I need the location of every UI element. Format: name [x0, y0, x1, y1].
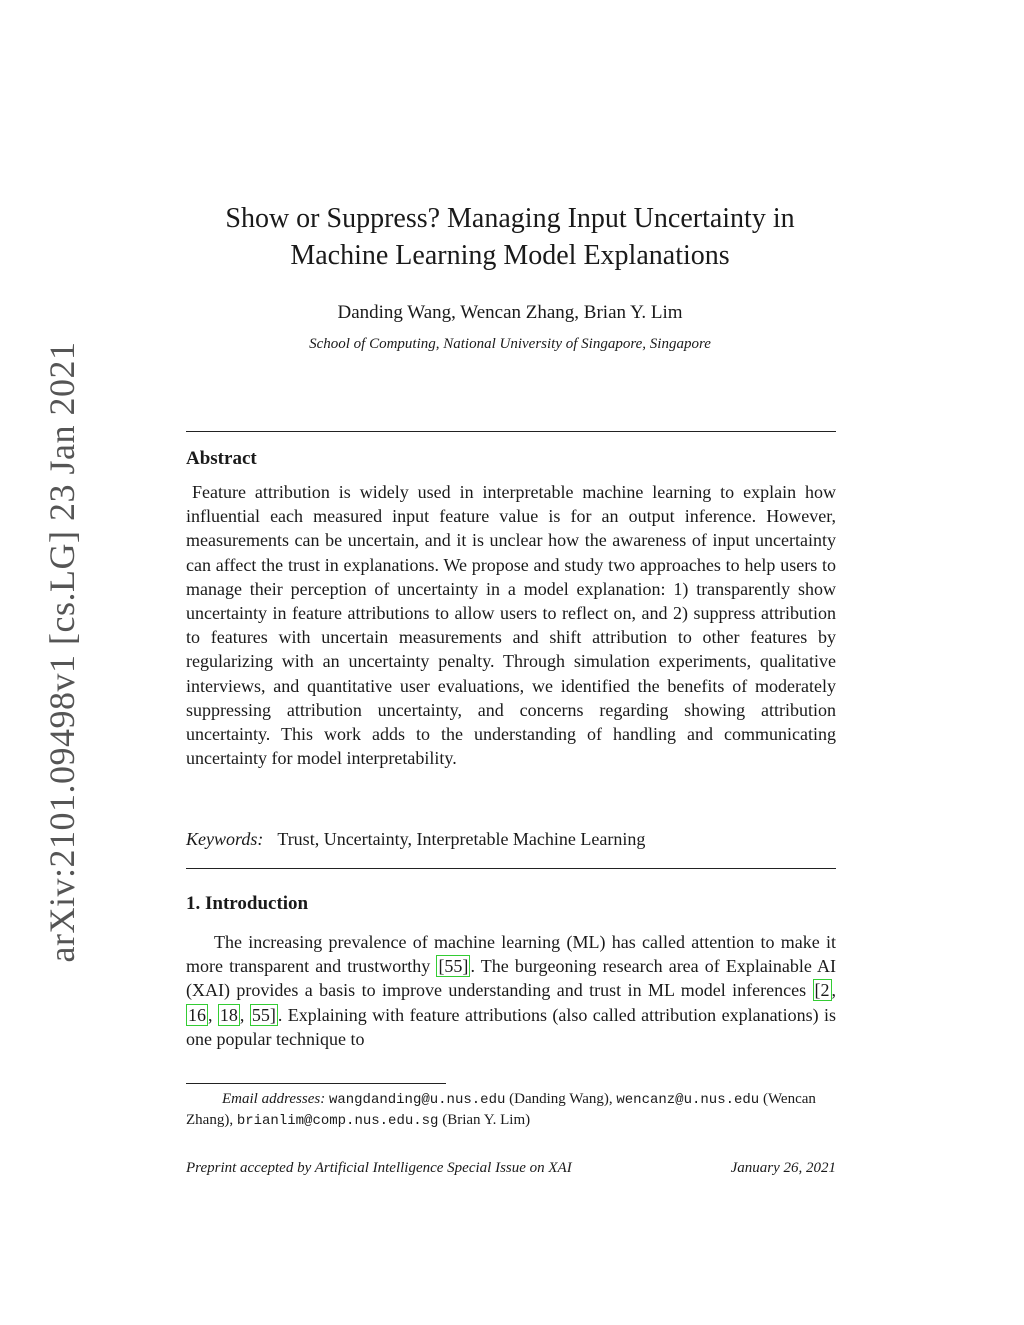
citation-link-55[interactable]: [55]: [438, 956, 469, 977]
paper-title: [140, 200, 880, 274]
citation-separator: ,: [208, 1004, 218, 1025]
citation-separator: ,: [239, 1004, 250, 1025]
page-footer: [186, 1160, 836, 1177]
email-owner-2: (Wencan Zhang),: [186, 1091, 816, 1128]
introduction-paragraph: [186, 930, 836, 1051]
introduction-heading: 1. Introduction: [186, 893, 309, 914]
abstract-top-rule: [186, 431, 836, 432]
keywords-line: [186, 829, 645, 850]
arxiv-identifier: arXiv:2101.09498v1 [cs.LG] 23 Jan 2021: [42, 341, 82, 963]
citation-link-2[interactable]: [2: [814, 980, 830, 1001]
citation-link-55b[interactable]: 55]: [251, 1004, 276, 1025]
citation-link-18[interactable]: 18: [219, 1004, 238, 1025]
abstract-text: Feature attribution is widely used in interpretable machine learning to explain how influential each measured input feature value is for an output inference. However, measurements can be uncertain, and it is unclear how the awareness of input uncertainty can affect the trust in explanations. We propose and study two approaches to help users to manage their perception of uncertainty in a model explanation: 1) transparently show uncertainty in feature attributions to allow users to reflect on, and 2) suppress attribution to features with uncertain measurements and shift attribution to other features by regularizing with an uncertainty penalty. Through simulation experiments, qualitative interviews, and quantitative user evaluations, we identified the benefits of moderately suppressing attribution uncertainty, and concerns regarding showing attribution uncertainty. This work adds to the understanding of handling and communicating uncertainty for model interpretability.: [186, 482, 836, 769]
title-line-1: Show or Suppress? Managing Input Uncertainty in: [225, 203, 795, 234]
intro-text-3: . Explaining with feature attributions (also called attribution explanations) is one popular technique to: [186, 1004, 836, 1049]
footnote-rule: [186, 1083, 446, 1084]
email-footnote: [186, 1089, 836, 1131]
email-link-1[interactable]: wangdanding@u.nus.edu: [328, 1092, 506, 1108]
footer-date: January 26, 2021: [730, 1160, 836, 1176]
author-list: Danding Wang, Wencan Zhang, Brian Y. Lim: [337, 302, 683, 323]
intro-text-2: . The burgeoning research area of Explainable AI (XAI) provides a basis to improve understanding and trust in ML model inferences: [186, 956, 836, 1001]
email-owner-1: (Danding Wang),: [509, 1091, 613, 1107]
intro-text-1: The increasing prevalence of machine learning (ML) has called attention to make it more transparent and trustworthy: [186, 932, 836, 977]
email-owner-3: (Brian Y. Lim): [442, 1112, 531, 1128]
citation-link-16[interactable]: 16: [188, 1004, 206, 1025]
title-line-2: Machine Learning Model Explanations: [290, 240, 730, 271]
keywords-label: Keywords:: [186, 829, 264, 849]
abstract-heading: Abstract: [186, 448, 257, 469]
abstract-bottom-rule: [186, 868, 836, 869]
email-link-3[interactable]: brianlim@comp.nus.edu.sg: [236, 1113, 439, 1129]
affiliation: School of Computing, National University of Singapore, Singapore: [309, 336, 711, 352]
citation-separator: ,: [831, 980, 836, 1001]
footer-preprint-note: Preprint accepted by Artificial Intelligence Special Issue on XAI: [186, 1160, 572, 1176]
email-link-2[interactable]: wencanz@u.nus.edu: [616, 1092, 760, 1108]
keywords-text: Trust, Uncertainty, Interpretable Machine Learning: [277, 829, 646, 849]
footnote-label: Email addresses:: [222, 1091, 326, 1107]
